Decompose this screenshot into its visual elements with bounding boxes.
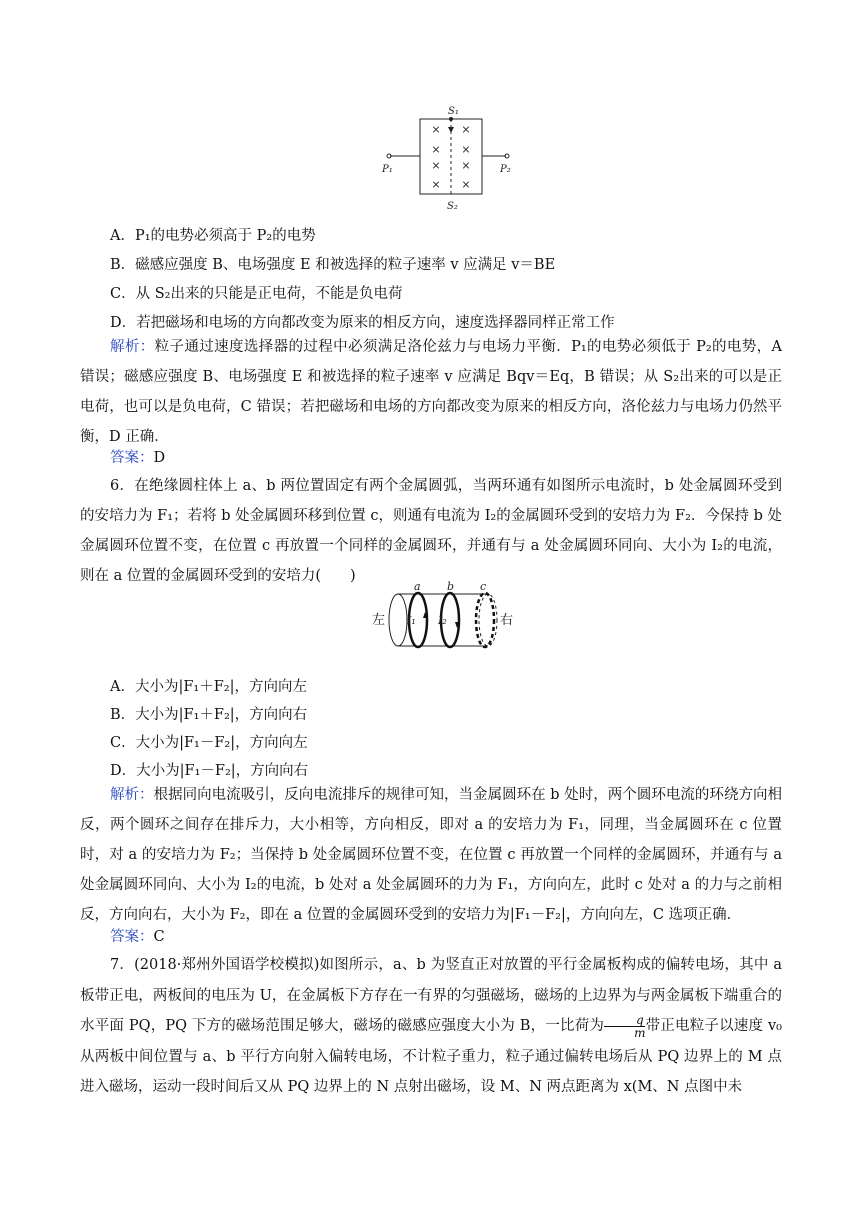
cross-mark: × (461, 123, 471, 136)
label-s1: S₁ (448, 106, 459, 117)
frac-numerator: q (604, 1014, 645, 1027)
q6-option-b: B．大小为|F₁＋F₂|，方向向右 (110, 707, 308, 723)
answer-text: D (153, 450, 166, 466)
answer-label: 答案： (110, 929, 154, 945)
q6-answer (80, 922, 782, 952)
label-p1: P₁ (382, 164, 393, 175)
q7-stem-part1: 7．(2018·郑州外国语学校模拟)如图所示，a、b 为竖直正对放置的平行金属板构成的偏转电场，其中 a 板带正电，两板间的电压为 U，在金属板下方存在一有界的匀强磁场，磁场的上边界为与两金属板下端重合的水平面 PQ，PQ 下方的磁场范围足够大，磁场的磁感应强度大小为 B，一比荷为 (80, 957, 782, 1034)
cross-mark: × (431, 178, 441, 191)
cross-mark: × (461, 143, 471, 156)
q5-option-c: C．从 S₂出来的只能是正电荷，不能是负电荷 (110, 286, 403, 302)
q6-option-c: C．大小为|F₁－F₂|，方向向左 (110, 735, 308, 751)
label-b: b (447, 580, 455, 593)
charge-mass-ratio (604, 1014, 645, 1039)
cross-mark: × (431, 143, 441, 156)
analysis-text: 粒子通过速度选择器的过程中必须满足洛伦兹力与电场力平衡．P₁的电势必须低于 P₂的电势，A 错误；磁感应强度 B、电场强度 E 和被选择的粒子速率 v 应满足 Bqv＝Eq，B 错误；从 S₂出来的可以是正电荷，也可以是负电荷，C 错误；若把磁场和电场的方向都改变为原来的相反方向，洛伦兹力与电场力仍然平衡，D 正确． (80, 339, 783, 445)
velocity-selector-figure (370, 102, 520, 214)
answer-label: 答案： (110, 450, 154, 466)
label-i2: I₂ (438, 614, 447, 627)
q6-analysis (80, 780, 782, 930)
label-right: 右 (500, 613, 514, 628)
q7-stem-part2: 带正电粒子以速度 v₀从两板中间位置与 a、b 平行方向射入偏转电场，不计粒子重力，粒子通过偏转电场后从 PQ 边界上的 M 点进入磁场，运动一段时间后又从 PQ 边界上的 N 点射出磁场，设 M、N 两点距离为 x(M、N 点图中未 (80, 1018, 782, 1095)
label-left: 左 (372, 613, 386, 628)
analysis-label: 解析： (110, 339, 155, 355)
label-s2: S₂ (447, 201, 458, 212)
cross-mark: × (431, 123, 441, 136)
cylinder-rings-figure (370, 580, 520, 660)
cross-mark: × (431, 159, 441, 172)
q5-option-d: D．若把磁场和电场的方向都改变为原来的相反方向，速度选择器同样正常工作 (110, 315, 615, 331)
q7-stem (80, 950, 782, 1103)
q6-option-a: A．大小为|F₁＋F₂|，方向向左 (110, 679, 307, 695)
analysis-text: 根据同向电流吸引，反向电流排斥的规律可知，当金属圆环在 b 处时，两个圆环电流的环绕方向相反，两个圆环之间存在排斥力，大小相等，方向相反，即对 a 的安培力为 F₁，同理，当金属圆环在 c 位置时，对 a 的安培力为 F₂；当保持 b 处金属圆环位置不变，在位置 c 再放置一个同样的金属圆环，并通有与 a 处金属圆环同向、大小为 I₂的电流，b 处对 a 处金属圆环的力为 F₁，方向向左，此时 c 处对 a 的力与之前相反，方向向右，大小为 F₂，即在 a 位置的金属圆环受到的安培力为|F₁－F₂|，方向向左，C 选项正确． (80, 787, 783, 923)
q5-answer (80, 443, 782, 473)
q5-option-a: A．P₁的电势必须高于 P₂的电势 (110, 228, 316, 244)
label-i1: I₁ (407, 614, 416, 627)
q5-analysis (80, 332, 782, 452)
cross-mark: × (461, 159, 471, 172)
label-c: c (480, 580, 487, 593)
q5-option-b: B．磁感应强度 B、电场强度 E 和被选择的粒子速率 v 应满足 v＝BE (110, 257, 556, 273)
cross-mark: × (461, 178, 471, 191)
frac-denominator: m (634, 1025, 646, 1040)
q6-stem: 6．在绝缘圆柱体上 a、b 两位置固定有两个金属圆弧，当两环通有如图所示电流时，b 处金属圆环受到的安培力为 F₁；若将 b 处金属圆环移到位置 c，则通有电流为 I₂的金属圆环受到的安培力为 F₂．今保持 b 处金属圆环位置不变，在位置 c 再放置一个同样的金属圆环，并通有与 a 处金属圆环同向、大小为 I₂的电流，则在 a 位置的金属圆环受到的安培力( ) (80, 478, 782, 584)
label-a: a (414, 580, 421, 593)
q6-option-d: D．大小为|F₁－F₂|，方向向右 (110, 763, 309, 779)
label-p2: P₂ (500, 164, 511, 175)
analysis-label: 解析： (110, 787, 154, 803)
answer-text: C (153, 929, 165, 945)
